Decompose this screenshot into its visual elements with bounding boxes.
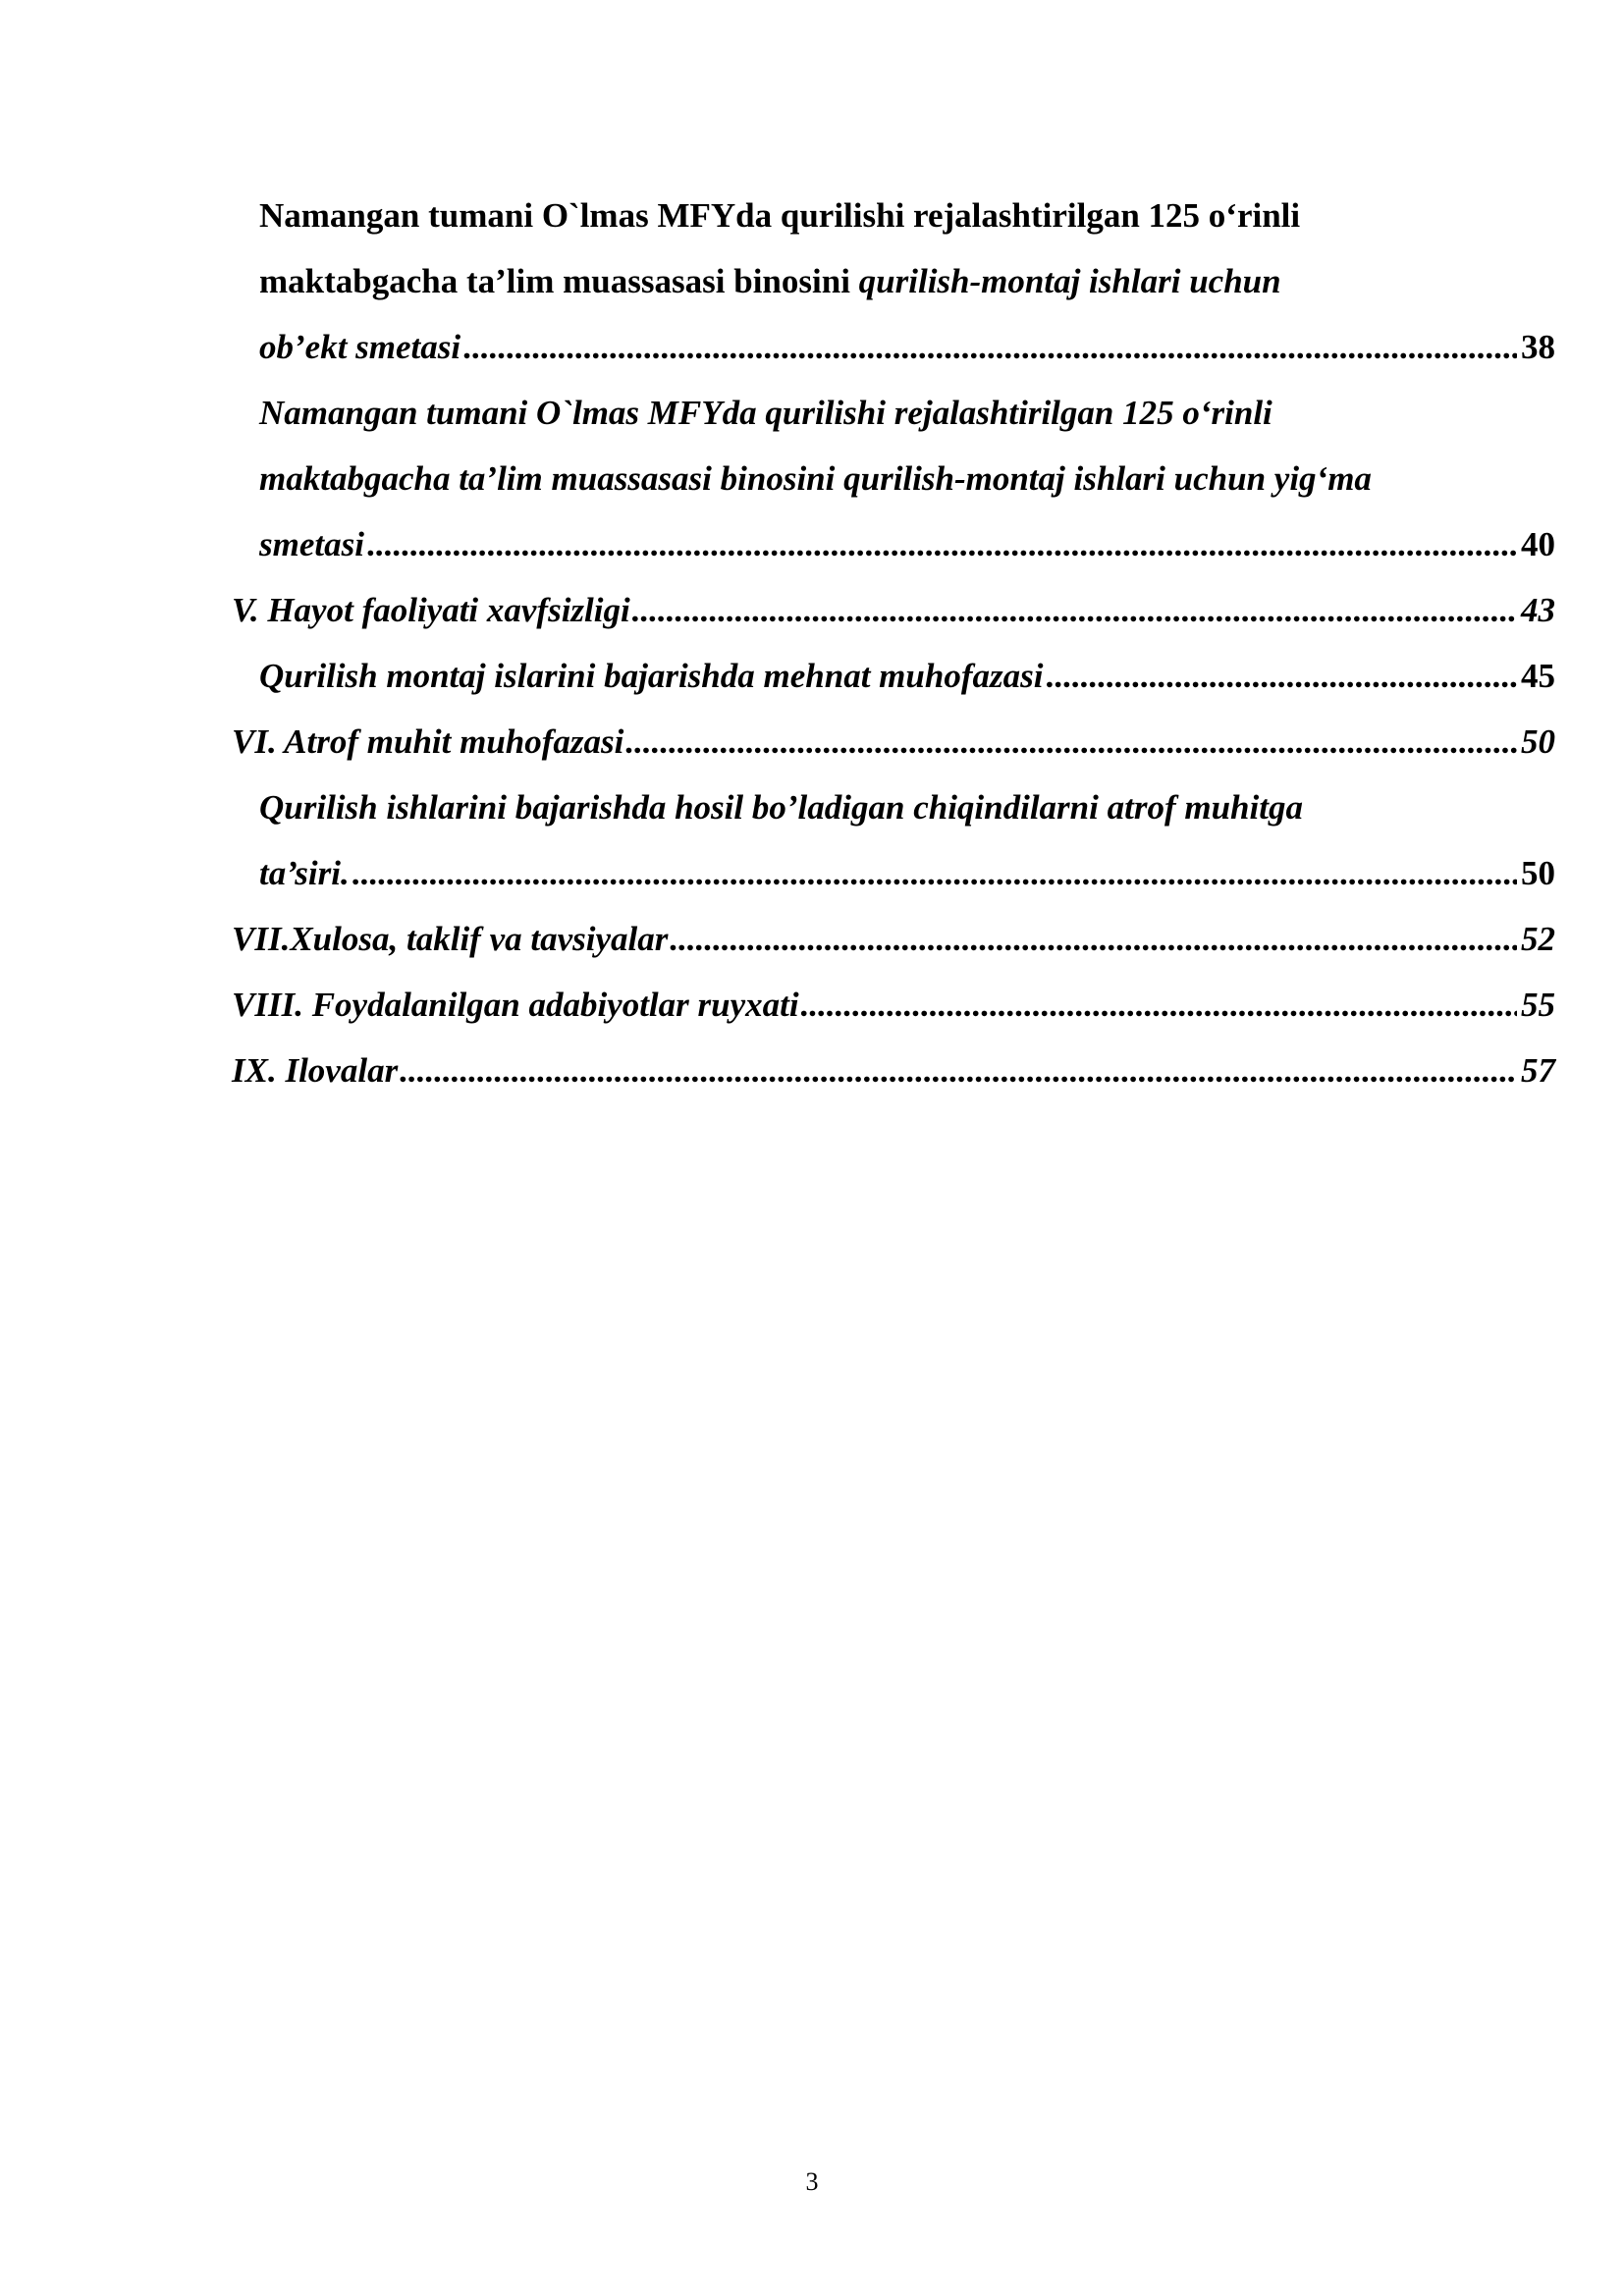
toc-entry-environment-protection[interactable] <box>232 709 1555 774</box>
toc-page-number: 43 <box>1521 591 1555 629</box>
dot-leader <box>352 840 1517 906</box>
toc-entry-line: Namangan tumani O`lmas MFYda qurilishi rejalashtirilgan 125 o‘rinli <box>259 196 1301 235</box>
dot-leader <box>1045 643 1517 709</box>
dot-leader <box>462 314 1517 380</box>
toc-entry-conclusion[interactable] <box>232 906 1555 972</box>
dot-leader <box>400 1038 1517 1103</box>
toc-entry-title: IX. Ilovalar <box>232 1051 399 1090</box>
toc-entry-labor-protection[interactable] <box>232 643 1555 709</box>
toc-entry-references[interactable] <box>232 972 1555 1038</box>
toc-entry-life-safety[interactable] <box>232 577 1555 643</box>
dot-leader <box>632 577 1517 643</box>
toc-entry-summary-estimate[interactable] <box>232 380 1555 577</box>
toc-entry-title: VI. Atrof muhit muhofazasi <box>232 722 624 761</box>
toc-entry-line: Qurilish ishlarini bajarishda hosil bo’ladigan chiqindilarni atrof muhitga <box>259 788 1303 827</box>
toc-page-number: 50 <box>1521 722 1555 761</box>
toc-entry-title: VIII. Foydalanilgan adabiyotlar ruyxati <box>232 986 799 1024</box>
toc-entry-line: maktabgacha ta’lim muassasasi binosini qurilish-montaj ishlari uchun yig‘ma <box>259 459 1372 498</box>
toc-page-number: 52 <box>1521 920 1555 958</box>
toc-page-number: 55 <box>1521 986 1555 1024</box>
toc-entry-title: V. Hayot faoliyati xavfsizligi <box>232 591 630 629</box>
dot-leader <box>625 709 1517 774</box>
toc-page-number: 57 <box>1521 1051 1555 1090</box>
toc-entry-title: Qurilish montaj islarini bajarishda mehnat muhofazasi <box>259 657 1044 695</box>
toc-entry-text-italic: qurilish-montaj ishlari uchun <box>858 262 1281 300</box>
toc-page-number: 50 <box>1521 854 1555 892</box>
toc-entry-line: Namangan tumani O`lmas MFYda qurilishi rejalashtirilgan 125 o‘rinli <box>259 394 1272 432</box>
toc-entry-waste-impact[interactable] <box>232 774 1555 906</box>
page-number: 3 <box>805 2167 819 2196</box>
dot-leader <box>366 511 1517 577</box>
toc-page-number: 45 <box>1521 657 1555 695</box>
toc-page-number: 40 <box>1521 525 1555 563</box>
toc-entry-title: ta’siri. <box>259 854 350 892</box>
toc-entry-title: ob’ekt smetasi <box>259 328 461 366</box>
toc-entry-appendices[interactable] <box>232 1038 1555 1103</box>
toc-entry-line <box>259 248 1555 314</box>
toc-page-number: 38 <box>1521 328 1555 366</box>
toc-entry-title: VII.Xulosa, taklif va tavsiyalar <box>232 920 669 958</box>
toc-entry-title: smetasi <box>259 525 364 563</box>
dot-leader <box>801 972 1517 1038</box>
toc-entry-text: maktabgacha ta’lim muassasasi binosini <box>259 262 859 300</box>
toc-entry-object-estimate[interactable] <box>232 183 1555 380</box>
table-of-contents <box>232 183 1555 1103</box>
dot-leader <box>670 906 1517 972</box>
